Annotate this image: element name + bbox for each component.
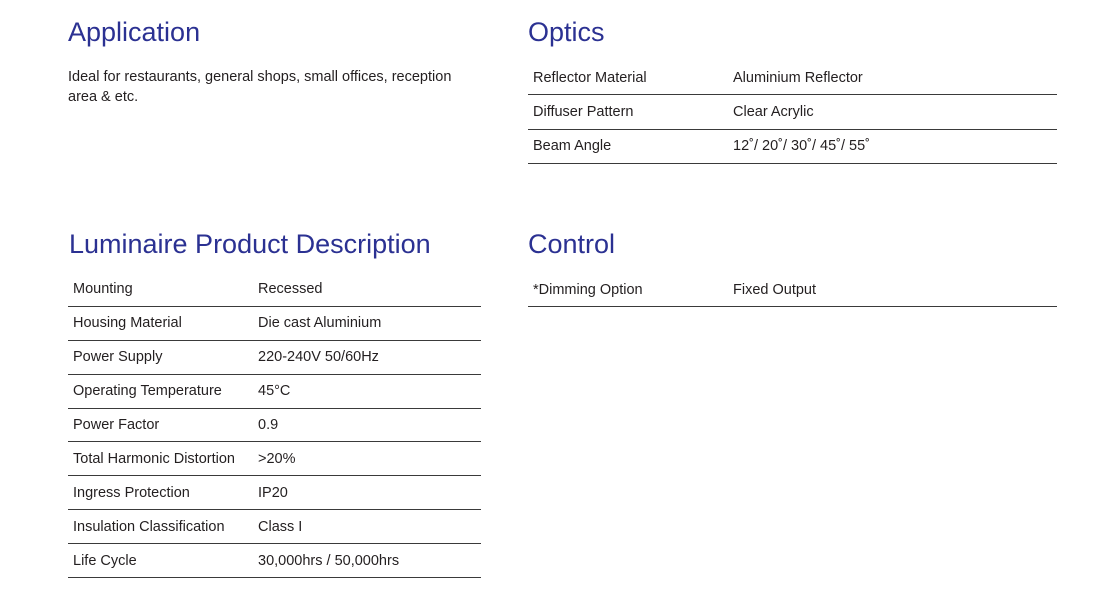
spec-label: Operating Temperature — [73, 383, 222, 400]
table-row — [528, 130, 1057, 164]
table-row — [528, 273, 1057, 307]
table-row — [528, 61, 1057, 95]
spec-value: Clear Acrylic — [733, 103, 814, 120]
application-description-line-1: Ideal for restaurants, general shops, small offices, reception — [68, 69, 452, 85]
luminaire-table — [68, 273, 481, 578]
luminaire-heading: Luminaire Product Description — [69, 229, 431, 259]
spec-value: 30,000hrs / 50,000hrs — [258, 552, 400, 569]
spec-value: 220-240V 50/60Hz — [258, 349, 379, 366]
control-table — [528, 273, 1057, 307]
table-row — [68, 510, 481, 544]
spec-value: Recessed — [258, 281, 323, 298]
spec-label: Power Supply — [73, 349, 163, 366]
spec-value: Class I — [258, 518, 303, 535]
spec-label: Housing Material — [73, 315, 182, 332]
table-row — [68, 544, 481, 578]
table-row — [68, 442, 481, 476]
spec-label: Life Cycle — [73, 552, 137, 569]
spec-value: Die cast Aluminium — [258, 315, 382, 332]
application-description-line-2: area & etc. — [68, 89, 139, 105]
application-description — [68, 67, 451, 107]
table-row — [528, 95, 1057, 129]
table-row — [68, 409, 481, 443]
application-heading: Application — [68, 17, 201, 47]
spec-value: 45°C — [258, 383, 291, 400]
spec-label: Insulation Classification — [73, 518, 225, 535]
optics-heading: Optics — [528, 17, 605, 47]
spec-label: Mounting — [73, 281, 133, 298]
table-row — [68, 375, 481, 409]
table-row — [68, 341, 481, 375]
spec-value: >20% — [258, 450, 296, 467]
spec-value: Fixed Output — [733, 281, 817, 298]
control-heading: Control — [528, 229, 616, 259]
table-row — [68, 273, 481, 307]
spec-value: 12˚/ 20˚/ 30˚/ 45˚/ 55˚ — [733, 138, 871, 155]
spec-value: Aluminium Reflector — [733, 69, 863, 86]
spec-label: Total Harmonic Distortion — [73, 450, 235, 467]
spec-label: Ingress Protection — [73, 484, 190, 501]
spec-value: IP20 — [258, 484, 288, 501]
spec-label: *Dimming Option — [533, 281, 643, 298]
spec-value: 0.9 — [258, 417, 279, 433]
spec-label: Reflector Material — [533, 69, 647, 86]
optics-table — [528, 61, 1057, 164]
spec-label: Power Factor — [73, 417, 160, 433]
spec-label: Diffuser Pattern — [533, 103, 634, 120]
spec-label: Beam Angle — [533, 138, 612, 155]
table-row — [68, 476, 481, 510]
table-row — [68, 307, 481, 341]
